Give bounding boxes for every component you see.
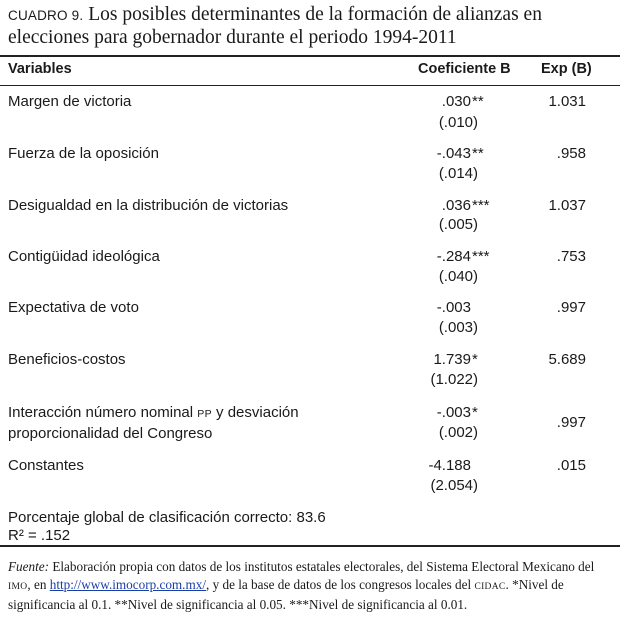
row-name: Margen de victoria bbox=[8, 93, 132, 110]
row-exp: .958 bbox=[556, 145, 586, 162]
row-se: (.002) bbox=[438, 424, 478, 441]
header-variables: Variables bbox=[8, 61, 72, 77]
row-name: Beneficios-costos bbox=[8, 351, 126, 368]
row-coef: .030** bbox=[441, 93, 484, 110]
note-label: Fuente: bbox=[8, 559, 50, 574]
row-exp: 1.037 bbox=[548, 197, 586, 214]
row-coef: -4.188 bbox=[428, 457, 471, 474]
row-se: (.010) bbox=[438, 114, 478, 131]
caption-title: Los posibles determinantes de la formación de alianzas en elecciones para gobernador durante el periodo 1994-2011 bbox=[8, 4, 542, 48]
bottom-rule bbox=[0, 545, 620, 547]
row-se: (2.054) bbox=[430, 477, 478, 494]
table-caption bbox=[8, 4, 612, 49]
classification-rate: Porcentaje global de clasificación correcto: 83.6 bbox=[8, 509, 326, 526]
r-squared: R² = .152 bbox=[8, 527, 71, 544]
row-coef: -.003* bbox=[436, 404, 478, 421]
table-note: Fuente: Elaboración propia con datos de los institutos estatales electorales, del Sistema Electoral Mexicano del IMO, en http://www.imocorp.com.mx/, y de la base de datos de los congresos locales del CIDAC. *Nivel de significancia al 0.1. **Nivel de significancia al 0.05. ***Nivel de significancia al 0.01. bbox=[8, 559, 595, 612]
row-coef: -.003 bbox=[436, 299, 471, 316]
row-exp: 5.689 bbox=[548, 351, 586, 368]
row-name: Fuerza de la oposición bbox=[8, 145, 159, 162]
row-coef: -.284*** bbox=[436, 248, 490, 265]
header-exp: Exp (B) bbox=[541, 61, 592, 77]
row-name: Interacción número nominal PP y desviación proporcionalidad del Congreso bbox=[8, 404, 299, 442]
header-coefficient: Coeficiente B bbox=[418, 61, 511, 77]
caption-label: CUADRO 9. bbox=[8, 8, 84, 23]
row-se: (1.022) bbox=[430, 371, 478, 388]
row-se: (.005) bbox=[438, 216, 478, 233]
row-exp: .753 bbox=[556, 248, 586, 265]
row-exp: 1.031 bbox=[548, 93, 586, 110]
row-coef: -.043** bbox=[436, 145, 484, 162]
header-rule bbox=[0, 85, 620, 86]
row-name: Expectativa de voto bbox=[8, 299, 139, 316]
row-name: Desigualdad en la distribución de victorias bbox=[8, 197, 289, 214]
row-exp: .015 bbox=[556, 457, 586, 474]
row-name: Contigüidad ideológica bbox=[8, 248, 160, 265]
row-coef: 1.739* bbox=[433, 351, 478, 368]
row-exp: .997 bbox=[556, 414, 586, 431]
row-coef: .036*** bbox=[441, 197, 490, 214]
top-rule bbox=[0, 55, 620, 57]
row-exp: .997 bbox=[556, 299, 586, 316]
row-se: (.014) bbox=[438, 165, 478, 182]
row-se: (.003) bbox=[438, 319, 478, 336]
source-link[interactable]: http://www.imocorp.com.mx/ bbox=[49, 576, 206, 592]
row-name: Constantes bbox=[8, 457, 84, 474]
row-se: (.040) bbox=[438, 268, 478, 285]
